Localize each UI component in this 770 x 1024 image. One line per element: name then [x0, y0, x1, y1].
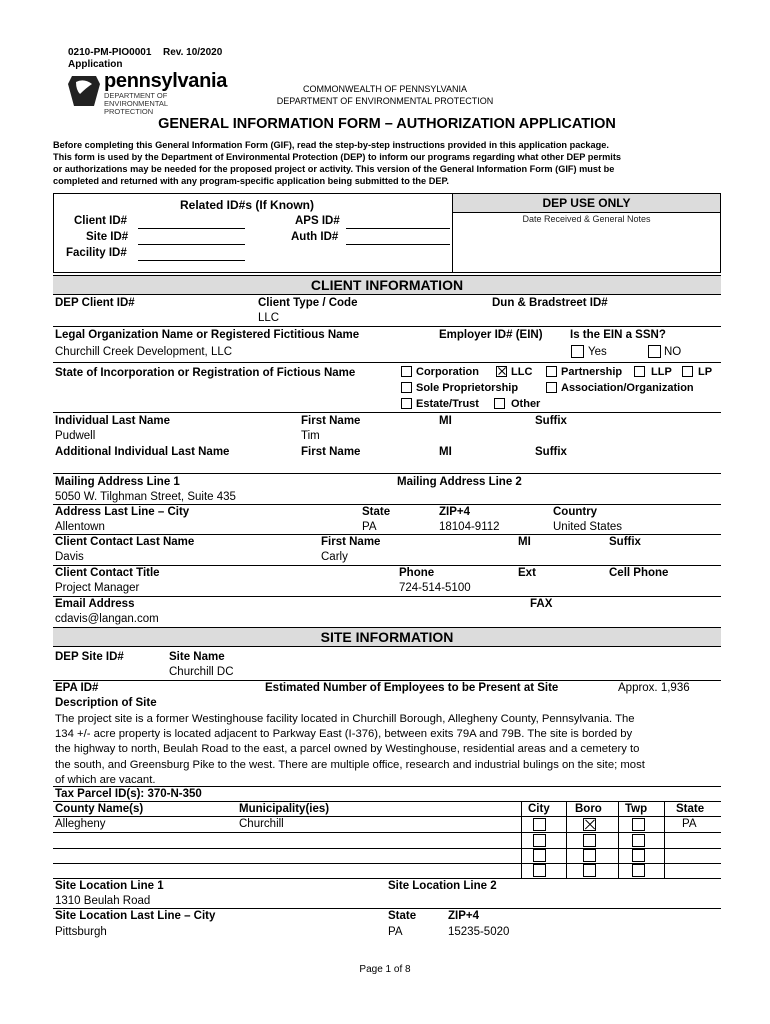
twp-checkbox-3[interactable] — [632, 849, 645, 862]
zip-value[interactable]: 18104-9112 — [439, 521, 500, 533]
boro-checkbox-1[interactable] — [583, 818, 596, 831]
keystone-icon — [66, 74, 102, 108]
form-type: Application — [68, 59, 123, 70]
department-heading: DEPARTMENT OF ENVIRONMENTAL PROTECTION — [276, 96, 494, 106]
loc1-label: Site Location Line 1 — [55, 880, 164, 892]
pa-dep-logo — [66, 70, 228, 116]
fax-label: FAX — [530, 598, 553, 610]
partnership-checkbox[interactable] — [546, 366, 557, 377]
phone-label: Phone — [399, 567, 435, 579]
intro-text: Before completing this General Information Form (GIF), read the step-by-step instructions provided in this application package. This form is used by the Department of Environmental Protection (DEP) to inform our programs regarding what other DEP permits or authorizations may be needed for the proposed project or activity. This version of the General Information Form (GIF) must be completed and returned with any program-specific application being submitted to the DEP. — [53, 140, 621, 186]
dep-site-id-label: DEP Site ID# — [55, 651, 124, 663]
client-info-band: CLIENT INFORMATION — [53, 275, 721, 295]
dep-client-id-label: DEP Client ID# — [55, 297, 135, 309]
boro-col-header: Boro — [575, 803, 602, 815]
contact-last-value[interactable]: Davis — [55, 551, 84, 563]
email-label: Email Address — [55, 598, 135, 610]
contact-first-label: First Name — [321, 536, 381, 548]
state-value[interactable]: PA — [682, 818, 697, 830]
page-title: GENERAL INFORMATION FORM – AUTHORIZATION APPLICATION — [158, 116, 616, 132]
client-type-label: Client Type / Code — [258, 297, 358, 309]
cell-label: Cell Phone — [609, 567, 669, 579]
ein-yes-checkbox[interactable] — [571, 345, 584, 358]
contact-mi-label: MI — [518, 536, 531, 548]
date-received-notes: Date Received & General Notes — [522, 214, 651, 224]
add-mi-label: MI — [439, 446, 452, 458]
form-code: 0210-PM-PIO0001 — [68, 47, 152, 58]
corporation-checkbox[interactable] — [401, 366, 412, 377]
state-value[interactable]: PA — [362, 521, 377, 533]
facility-id-field[interactable] — [138, 260, 245, 261]
loc-zip-label: ZIP+4 — [448, 910, 480, 922]
boro-checkbox-3[interactable] — [583, 849, 596, 862]
page-number: Page 1 of 8 — [359, 964, 411, 975]
contact-title-value[interactable]: Project Manager — [55, 582, 140, 594]
phone-value[interactable]: 724-514-5100 — [399, 582, 471, 594]
llp-label: LLP — [651, 366, 672, 378]
duns-label: Dun & Bradstreet ID# — [492, 297, 608, 309]
loc-city-value[interactable]: Pittsburgh — [55, 926, 107, 938]
state-col-header: State — [676, 803, 705, 815]
site-name-label: Site Name — [169, 651, 225, 663]
city-value[interactable]: Allentown — [55, 521, 105, 533]
lp-checkbox[interactable] — [682, 366, 693, 377]
other-checkbox[interactable] — [494, 398, 505, 409]
dep-use-only-header: DEP USE ONLY — [453, 194, 720, 213]
muni-label: Municipality(ies) — [239, 803, 330, 815]
city-checkbox-2[interactable] — [533, 834, 546, 847]
state-inc-label: State of Incorporation or Registration of Fictious Name — [55, 367, 356, 379]
add-suffix-label: Suffix — [535, 446, 567, 458]
ind-last-label: Individual Last Name — [55, 415, 171, 427]
add-first-name-label: First Name — [301, 446, 361, 458]
related-ids-heading: Related ID#s (If Known) — [180, 198, 315, 212]
sole-prop-checkbox[interactable] — [401, 382, 412, 393]
estate-trust-checkbox[interactable] — [401, 398, 412, 409]
city-checkbox-1[interactable] — [533, 818, 546, 831]
twp-col-header: Twp — [625, 803, 648, 815]
addr-last-label: Address Last Line – City — [55, 506, 190, 518]
ein-no-label: NO — [664, 346, 682, 358]
ein-label: Employer ID# (EIN) — [439, 329, 543, 341]
twp-checkbox-2[interactable] — [632, 834, 645, 847]
aps-id-label: APS ID# — [295, 215, 340, 227]
legal-org-label: Legal Organization Name or Registered Fictitious Name — [55, 329, 360, 341]
county-value[interactable]: Allegheny — [55, 818, 106, 830]
first-name-label: First Name — [301, 415, 361, 427]
city-col-header: City — [528, 803, 550, 815]
employees-value[interactable]: Approx. 1,936 — [618, 682, 690, 694]
lp-label: LP — [698, 366, 713, 378]
epa-id-label: EPA ID# — [55, 682, 99, 694]
estate-trust-label: Estate/Trust — [416, 398, 479, 410]
city-checkbox-4[interactable] — [533, 864, 546, 877]
client-id-label: Client ID# — [74, 215, 128, 227]
auth-id-label: Auth ID# — [291, 231, 339, 243]
contact-last-label: Client Contact Last Name — [55, 536, 195, 548]
ext-label: Ext — [518, 567, 536, 579]
llp-checkbox[interactable] — [634, 366, 645, 377]
loc-last-label: Site Location Last Line – City — [55, 910, 216, 922]
state-label: State — [362, 506, 391, 518]
corporation-label: Corporation — [416, 366, 479, 378]
auth-id-field[interactable] — [346, 244, 450, 245]
ein-no-checkbox[interactable] — [648, 345, 661, 358]
partnership-label: Partnership — [561, 366, 623, 378]
llc-label: LLC — [511, 366, 533, 378]
contact-first-value[interactable]: Carly — [321, 551, 348, 563]
site-info-band: SITE INFORMATION — [53, 627, 721, 647]
form-revision: Rev. 10/2020 — [163, 47, 223, 58]
boro-checkbox-2[interactable] — [583, 834, 596, 847]
client-id-field[interactable] — [138, 228, 245, 229]
ein-yes-label: Yes — [588, 346, 607, 358]
legal-org-value[interactable]: Churchill Creek Development, LLC — [55, 346, 233, 358]
loc-state-value[interactable]: PA — [388, 926, 403, 938]
assoc-org-checkbox[interactable] — [546, 382, 557, 393]
site-id-field[interactable] — [138, 244, 245, 245]
suffix-label: Suffix — [535, 415, 567, 427]
facility-id-label: Facility ID# — [66, 247, 127, 259]
twp-checkbox-1[interactable] — [632, 818, 645, 831]
tax-parcel[interactable]: Tax Parcel ID(s): 370-N-350 — [55, 788, 202, 800]
employees-label: Estimated Number of Employees to be Present at Site — [265, 682, 559, 694]
country-value[interactable]: United States — [553, 521, 623, 533]
county-label: County Name(s) — [55, 803, 144, 815]
boro-checkbox-4[interactable] — [583, 864, 596, 877]
loc-state-label: State — [388, 910, 417, 922]
aps-id-field[interactable] — [346, 228, 450, 229]
contact-title-label: Client Contact Title — [55, 567, 160, 579]
logo-wordmark: pennsylvania — [104, 70, 228, 92]
commonwealth-heading: COMMONWEALTH OF PENNSYLVANIA — [302, 84, 468, 94]
mail2-label: Mailing Address Line 2 — [397, 476, 522, 488]
assoc-org-label: Association/Organization — [561, 382, 694, 394]
country-label: Country — [553, 506, 598, 518]
twp-checkbox-4[interactable] — [632, 864, 645, 877]
loc-zip-value[interactable]: 15235-5020 — [448, 926, 510, 938]
site-name-value[interactable]: Churchill DC — [169, 666, 234, 678]
site-id-label: Site ID# — [86, 231, 129, 243]
email-value[interactable]: cdavis@langan.com — [55, 613, 159, 625]
llc-checkbox[interactable] — [496, 366, 507, 377]
first-name-value[interactable]: Tim — [301, 430, 320, 442]
other-label: Other — [511, 398, 541, 410]
desc-label: Description of Site — [55, 697, 157, 709]
muni-value[interactable]: Churchill — [239, 818, 284, 830]
site-description[interactable]: The project site is a former Westinghouse facility located in Churchill Borough, Allegheny County, Pennsylvania. The 134 +/- acre property is located adjacent to Parkway East (I-376), between exits 79A and 79B. The site is borded by the highway to north, Beulah Road to the east, a parcel owned by Westinghouse, residential areas and a cemetery to the south, and Greensburg Pike to the west. There are multiple office, research and industrial bulings on the site; most of which are vacant. — [55, 713, 645, 786]
loc1-value[interactable]: 1310 Beulah Road — [55, 895, 151, 907]
contact-suffix-label: Suffix — [609, 536, 641, 548]
zip-label: ZIP+4 — [439, 506, 471, 518]
loc2-label: Site Location Line 2 — [388, 880, 497, 892]
city-checkbox-3[interactable] — [533, 849, 546, 862]
client-type-value[interactable]: LLC — [258, 312, 280, 324]
logo-department: DEPARTMENT OF ENVIRONMENTAL PROTECTION — [104, 91, 169, 116]
ind-last-value[interactable]: Pudwell — [55, 430, 96, 442]
mi-label: MI — [439, 415, 452, 427]
mail1-value[interactable]: 5050 W. Tilghman Street, Suite 435 — [55, 491, 236, 503]
is-ein-ssn-label: Is the EIN a SSN? — [570, 329, 666, 341]
sole-prop-label: Sole Proprietorship — [416, 382, 519, 394]
add-ind-last-label: Additional Individual Last Name — [55, 446, 230, 458]
mail1-label: Mailing Address Line 1 — [55, 476, 180, 488]
